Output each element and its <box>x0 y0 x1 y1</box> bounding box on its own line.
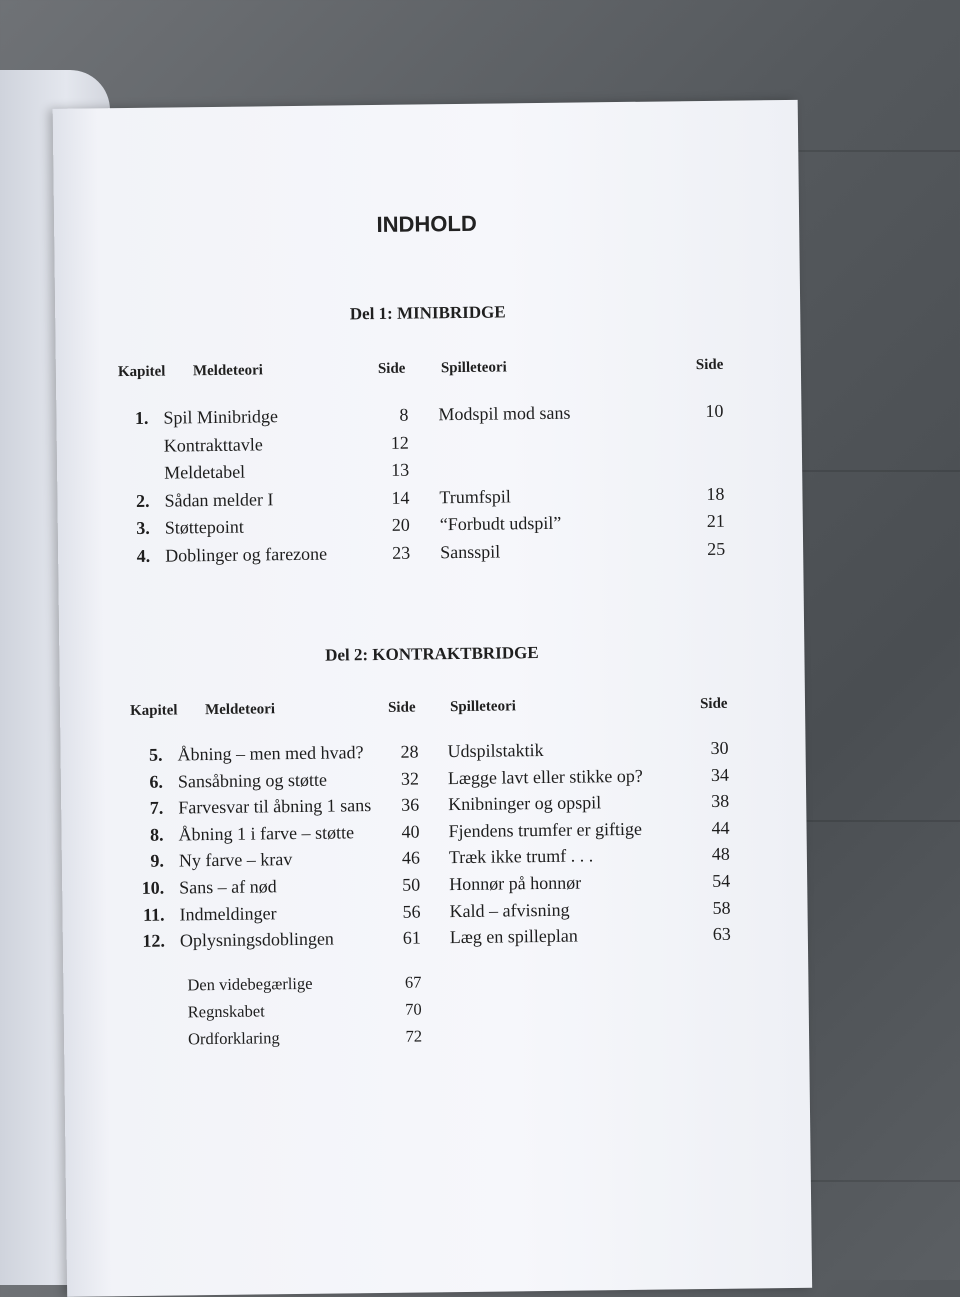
chapter-number: 12. <box>125 931 165 952</box>
bidding-chapter-title: Meldetabel <box>164 462 245 484</box>
bidding-chapter-title: Sådan melder I <box>164 489 273 511</box>
part1-header-bidding: Meldeteori <box>193 362 263 380</box>
bidding-chapter-title: Støttepoint <box>165 517 244 539</box>
play-chapter-title: Modspil mod sans <box>438 403 570 426</box>
chapter-number: 7. <box>123 798 163 819</box>
page-title: INDHOLD <box>54 207 799 242</box>
bidding-chapter-title: Spil Minibridge <box>163 406 278 428</box>
part1-header-page: Side <box>378 361 406 378</box>
part1-header-play: Spilleteori <box>441 359 507 377</box>
bidding-page-number: 28 <box>378 742 418 763</box>
chapter-number: 2. <box>109 491 149 512</box>
play-chapter-title: Sansspil <box>440 541 500 563</box>
play-chapter-title: Træk ikke trumf . . . <box>449 846 594 869</box>
appendix-title: Ordforklaring <box>188 1028 280 1049</box>
chapter-number: 3. <box>110 518 150 539</box>
play-chapter-title: Kald – afvisning <box>449 899 569 921</box>
play-page-number: 21 <box>685 511 725 532</box>
play-page-number: 63 <box>691 924 731 945</box>
part1-heading: Del 1: MINIBRIDGE <box>55 299 800 328</box>
bidding-chapter-title: Sansåbning og støtte <box>178 769 327 792</box>
play-chapter-title: Læg en spilleplan <box>450 926 578 949</box>
chapter-number: 5. <box>122 745 162 766</box>
play-page-number: 30 <box>688 738 728 759</box>
bidding-chapter-title: Oplysningsdoblingen <box>180 929 334 952</box>
chapter-number: 4. <box>110 546 150 567</box>
bidding-page-number: 56 <box>380 901 420 922</box>
bidding-chapter-title: Åbning – men med hvad? <box>177 742 363 765</box>
part2-header-play: Spilleteori <box>450 698 516 716</box>
chapter-number: 8. <box>123 824 163 845</box>
bidding-page-number: 50 <box>380 875 420 896</box>
play-page-number: 10 <box>683 401 723 422</box>
play-page-number: 54 <box>690 871 730 892</box>
bidding-chapter-title: Åbning 1 i farve – støtte <box>178 822 354 845</box>
chapter-number: 6. <box>123 771 163 792</box>
chapter-number: 1. <box>108 408 148 429</box>
bidding-chapter-title: Sans – af nød <box>179 876 277 898</box>
bidding-page-number: 12 <box>369 432 409 453</box>
chapter-number: 10. <box>124 878 164 899</box>
appendix-page-number: 70 <box>382 999 422 1019</box>
bidding-chapter-title: Indmeldinger <box>179 903 276 925</box>
appendix-title: Regnskabet <box>188 1001 265 1022</box>
appendix-list <box>53 100 798 109</box>
part2-header-chapter: Kapitel <box>130 702 178 720</box>
bidding-page-number: 40 <box>379 821 419 842</box>
part2-header-page: Side <box>388 700 416 717</box>
bidding-page-number: 20 <box>370 515 410 536</box>
appendix-title: Den videbegærlige <box>187 974 312 996</box>
play-chapter-title: Knibninger og opspil <box>448 792 601 815</box>
part1-header-chapter: Kapitel <box>118 364 166 382</box>
book-page <box>53 100 812 1297</box>
part1-header-play-page: Side <box>696 357 724 374</box>
bidding-chapter-title: Farvesvar til åbning 1 sans <box>178 795 371 818</box>
play-page-number: 18 <box>684 484 724 505</box>
chapter-number: 9. <box>124 851 164 872</box>
appendix-page-number: 67 <box>381 972 421 992</box>
part2-header-play-page: Side <box>700 696 728 713</box>
appendix-page-number: 72 <box>382 1026 422 1046</box>
play-chapter-title: Fjendens trumfer er giftige <box>448 819 642 842</box>
part2-header-bidding: Meldeteori <box>205 701 275 719</box>
bidding-page-number: 61 <box>381 928 421 949</box>
play-chapter-title: Udspilstaktik <box>447 740 543 762</box>
play-chapter-title: Honnør på honnør <box>449 873 581 896</box>
bidding-page-number: 14 <box>369 487 409 508</box>
bidding-page-number: 32 <box>379 768 419 789</box>
play-page-number: 44 <box>689 818 729 839</box>
bidding-page-number: 8 <box>368 405 408 426</box>
part2-heading: Del 2: KONTRAKTBRIDGE <box>59 640 804 669</box>
part1-toc-list <box>53 100 798 109</box>
play-chapter-title: “Forbudt udspil” <box>440 513 562 535</box>
part2-toc-list <box>53 100 798 109</box>
bidding-page-number: 23 <box>370 543 410 564</box>
bidding-page-number: 13 <box>369 460 409 481</box>
play-chapter-title: Lægge lavt eller stikke op? <box>448 765 643 788</box>
bidding-page-number: 36 <box>379 795 419 816</box>
play-chapter-title: Trumfspil <box>439 486 511 508</box>
play-page-number: 38 <box>689 791 729 812</box>
bidding-page-number: 46 <box>380 848 420 869</box>
play-page-number: 25 <box>685 539 725 560</box>
chapter-number: 11. <box>124 904 164 925</box>
play-page-number: 48 <box>690 844 730 865</box>
play-page-number: 58 <box>690 897 730 918</box>
bidding-chapter-title: Kontrakttavle <box>164 434 263 456</box>
bidding-chapter-title: Doblinger og farezone <box>165 544 327 567</box>
bidding-chapter-title: Ny farve – krav <box>179 849 293 871</box>
play-page-number: 34 <box>689 764 729 785</box>
